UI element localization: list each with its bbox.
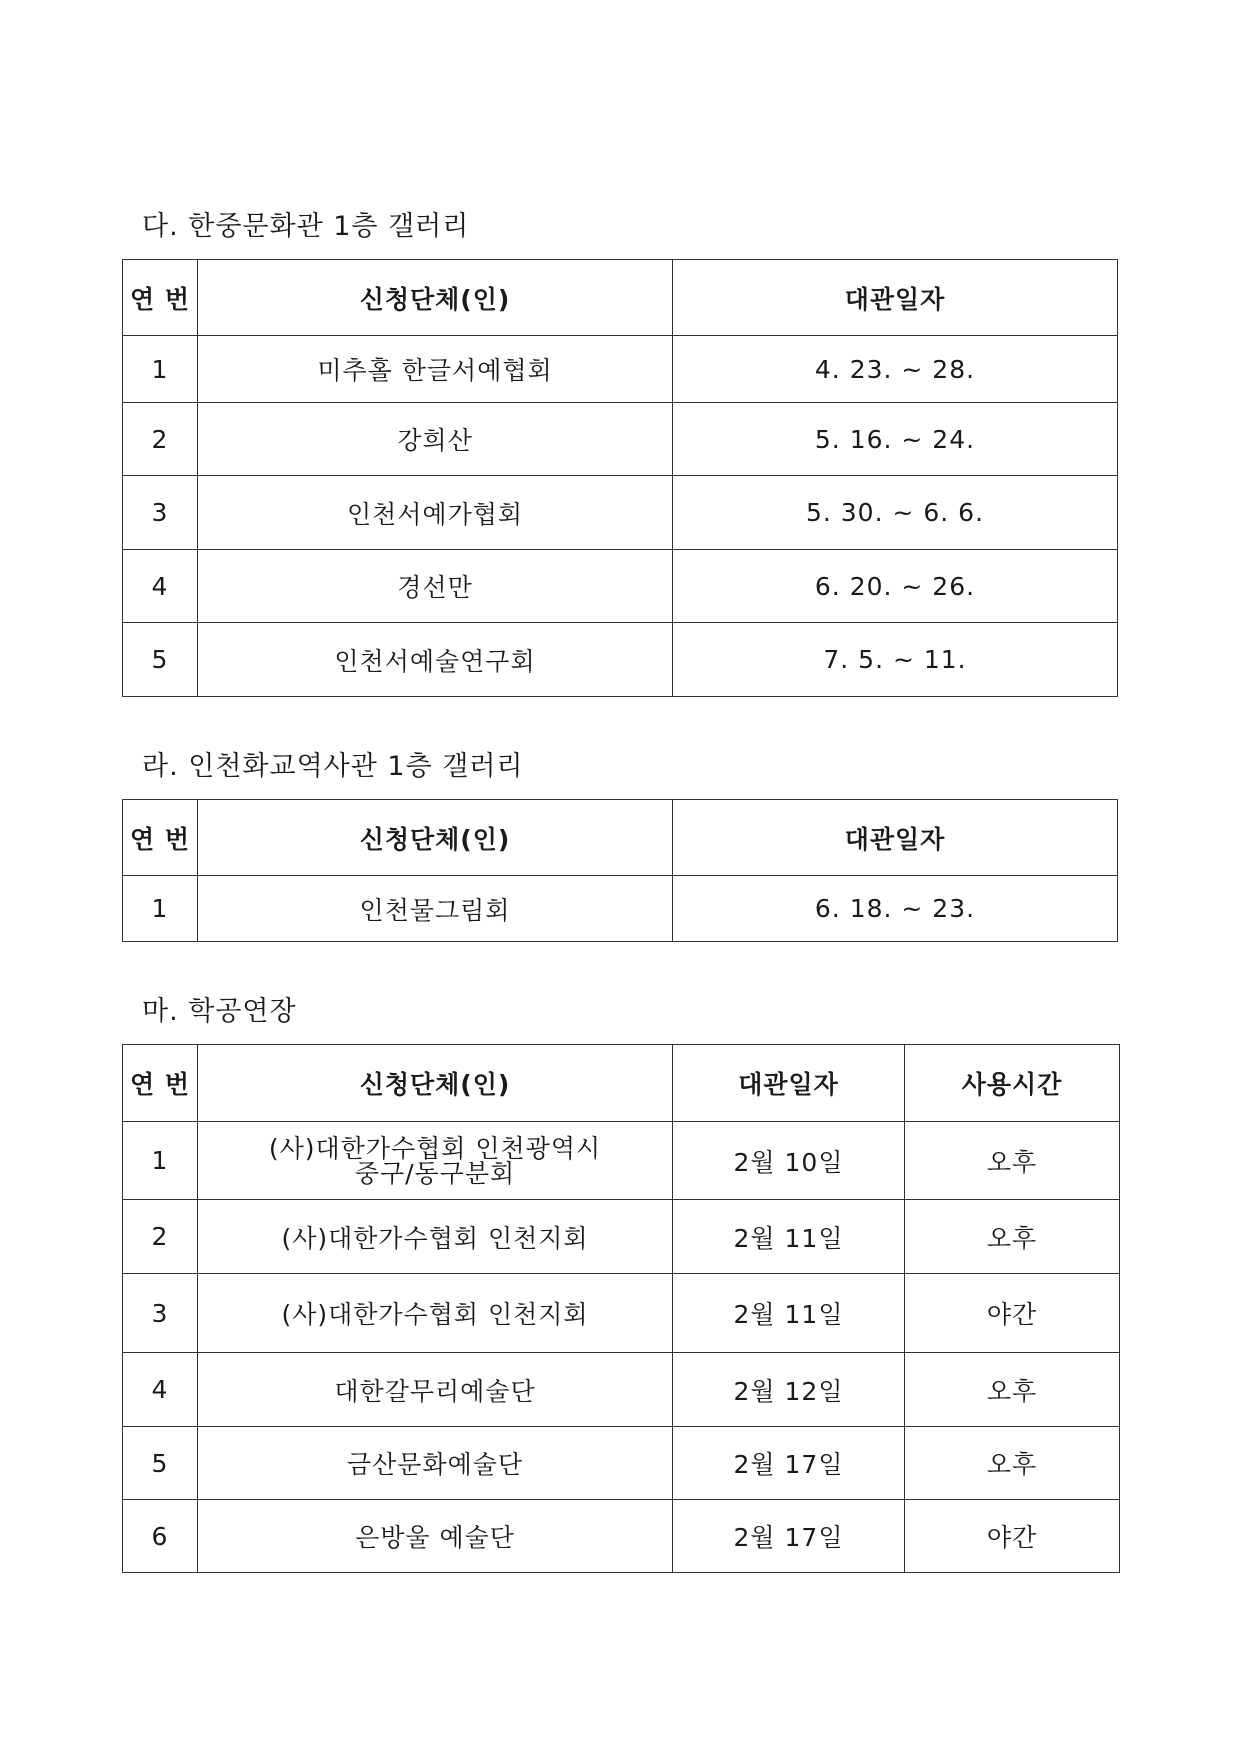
cell-usage-time: 오후 <box>905 1122 1120 1200</box>
table-header-row <box>123 800 1118 876</box>
header-no: 연 번 <box>123 800 198 876</box>
cell-rental-date: 4. 23. ~ 28. <box>673 336 1118 403</box>
header-rental-date: 대관일자 <box>673 1045 905 1122</box>
cell-rental-date: 2월 11일 <box>673 1200 905 1274</box>
header-no: 연 번 <box>123 260 198 336</box>
cell-applicant: 대한갈무리예술단 <box>198 1353 673 1427</box>
table-row <box>123 476 1118 550</box>
cell-applicant: 강희산 <box>198 403 673 476</box>
header-usage-time: 사용시간 <box>905 1045 1120 1122</box>
cell-no: 5 <box>123 1427 198 1500</box>
cell-rental-date: 7. 5. ~ 11. <box>673 623 1118 697</box>
cell-rental-date: 2월 10일 <box>673 1122 905 1200</box>
header-applicant: 신청단체(인) <box>198 800 673 876</box>
cell-no: 4 <box>123 550 198 623</box>
cell-applicant: 미추홀 한글서예협회 <box>198 336 673 403</box>
header-rental-date: 대관일자 <box>673 800 1118 876</box>
cell-rental-date: 5. 16. ~ 24. <box>673 403 1118 476</box>
table-row <box>123 1427 1120 1500</box>
header-rental-date: 대관일자 <box>673 260 1118 336</box>
cell-applicant: 인천물그림회 <box>198 876 673 942</box>
table-row <box>123 1274 1120 1353</box>
table-row <box>123 623 1118 697</box>
cell-usage-time: 야간 <box>905 1274 1120 1353</box>
cell-no: 6 <box>123 1500 198 1573</box>
table-row <box>123 1353 1120 1427</box>
cell-applicant: 경선만 <box>198 550 673 623</box>
cell-no: 3 <box>123 476 198 550</box>
cell-no: 3 <box>123 1274 198 1353</box>
cell-rental-date: 2월 11일 <box>673 1274 905 1353</box>
cell-usage-time: 야간 <box>905 1500 1120 1573</box>
table-row <box>123 403 1118 476</box>
cell-applicant: (사)대한가수협회 인천광역시 중구/동구분회 <box>198 1122 673 1200</box>
gallery-hanjung-table <box>122 259 1118 697</box>
table-row <box>123 1200 1120 1274</box>
cell-rental-date: 2월 17일 <box>673 1427 905 1500</box>
header-applicant: 신청단체(인) <box>198 260 673 336</box>
header-no: 연 번 <box>123 1045 198 1122</box>
table-row <box>123 550 1118 623</box>
section-title-performance-hall: 마. 학공연장 <box>142 996 297 1027</box>
cell-applicant: (사)대한가수협회 인천지회 <box>198 1274 673 1353</box>
cell-no: 1 <box>123 336 198 403</box>
performance-hall-table <box>122 1044 1120 1573</box>
cell-rental-date: 2월 12일 <box>673 1353 905 1427</box>
section-title-gallery-chinese-history: 라. 인천화교역사관 1층 갤러리 <box>142 751 524 782</box>
table-row <box>123 876 1118 942</box>
cell-rental-date: 2월 17일 <box>673 1500 905 1573</box>
cell-usage-time: 오후 <box>905 1353 1120 1427</box>
cell-rental-date: 6. 20. ~ 26. <box>673 550 1118 623</box>
cell-rental-date: 5. 30. ~ 6. 6. <box>673 476 1118 550</box>
cell-applicant: 인천서예가협회 <box>198 476 673 550</box>
table-row <box>123 1122 1120 1200</box>
cell-applicant: (사)대한가수협회 인천지회 <box>198 1200 673 1274</box>
section-title-gallery-hanjung: 다. 한중문화관 1층 갤러리 <box>142 211 470 242</box>
table-row <box>123 336 1118 403</box>
gallery-chinese-history-table <box>122 799 1118 942</box>
cell-no: 1 <box>123 1122 198 1200</box>
cell-usage-time: 오후 <box>905 1427 1120 1500</box>
cell-no: 2 <box>123 403 198 476</box>
table-row <box>123 1500 1120 1573</box>
cell-usage-time: 오후 <box>905 1200 1120 1274</box>
cell-no: 2 <box>123 1200 198 1274</box>
cell-applicant: 인천서예술연구회 <box>198 623 673 697</box>
table-header-row <box>123 260 1118 336</box>
cell-no: 1 <box>123 876 198 942</box>
cell-applicant: 은방울 예술단 <box>198 1500 673 1573</box>
header-applicant: 신청단체(인) <box>198 1045 673 1122</box>
table-header-row <box>123 1045 1120 1122</box>
cell-no: 4 <box>123 1353 198 1427</box>
cell-applicant: 금산문화예술단 <box>198 1427 673 1500</box>
cell-no: 5 <box>123 623 198 697</box>
cell-rental-date: 6. 18. ~ 23. <box>673 876 1118 942</box>
